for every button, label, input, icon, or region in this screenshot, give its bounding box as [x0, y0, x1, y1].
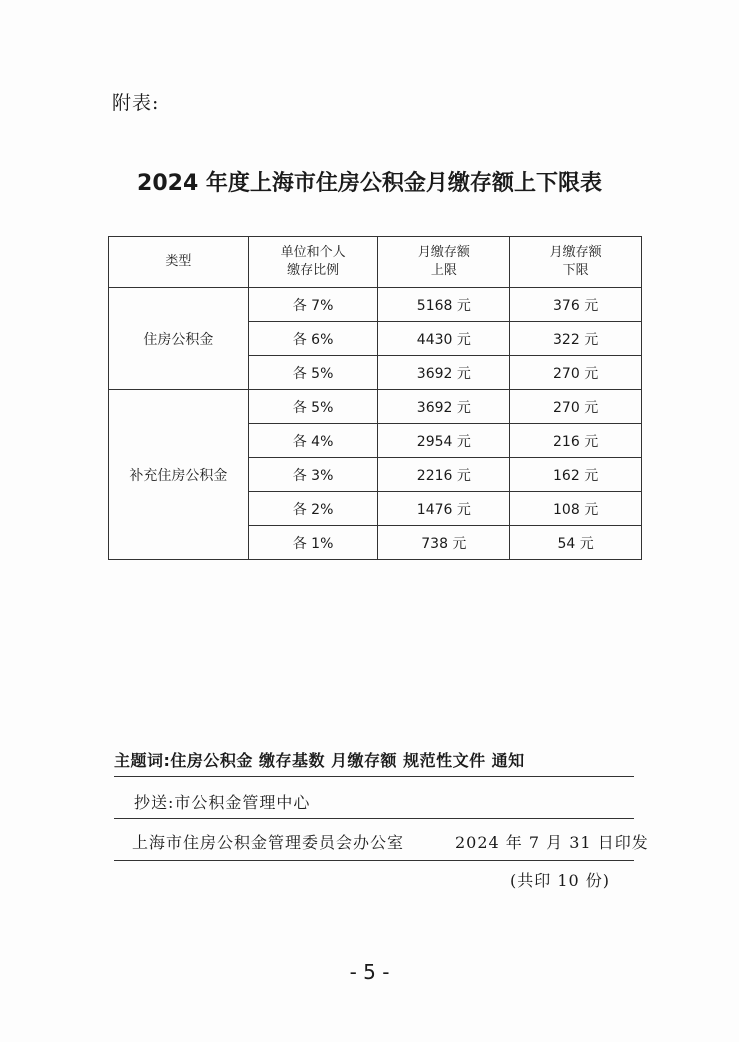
ratio-cell: 各 4% — [248, 424, 378, 458]
lower-cell: 322 元 — [510, 322, 642, 356]
copies-count: (共印 10 份) — [510, 871, 611, 890]
document-title: 2024 年度上海市住房公积金月缴存额上下限表 — [137, 171, 602, 196]
issue-date: 2024 年 7 月 31 日印发 — [455, 833, 649, 852]
type-cell: 补充住房公积金 — [109, 390, 249, 560]
page-number: - 5 - — [349, 960, 390, 984]
lower-cell: 54 元 — [510, 526, 642, 560]
upper-cell: 1476 元 — [378, 492, 510, 526]
lower-cell: 376 元 — [510, 288, 642, 322]
ratio-cell: 各 1% — [248, 526, 378, 560]
appendix-label: 附表: — [112, 92, 160, 114]
ratio-cell: 各 6% — [248, 322, 378, 356]
lower-cell: 270 元 — [510, 356, 642, 390]
ratio-cell: 各 2% — [248, 492, 378, 526]
upper-cell: 5168 元 — [378, 288, 510, 322]
lower-cell: 162 元 — [510, 458, 642, 492]
cc-line: 抄送:市公积金管理中心 — [134, 793, 311, 812]
table-header-row — [109, 237, 642, 288]
upper-cell: 4430 元 — [378, 322, 510, 356]
table-row — [109, 390, 642, 424]
lower-cell: 270 元 — [510, 390, 642, 424]
header-type: 类型 — [109, 237, 249, 288]
divider — [114, 776, 634, 777]
type-cell: 住房公积金 — [109, 288, 249, 390]
upper-cell: 2216 元 — [378, 458, 510, 492]
issuer: 上海市住房公积金管理委员会办公室 — [132, 833, 405, 852]
header-lower: 月缴存额 下限 — [510, 237, 642, 288]
divider — [114, 818, 634, 819]
header-upper: 月缴存额 上限 — [378, 237, 510, 288]
divider — [114, 860, 634, 861]
subject-keywords: 主题词:住房公积金 缴存基数 月缴存额 规范性文件 通知 — [114, 751, 525, 770]
table-row — [109, 288, 642, 322]
upper-cell: 3692 元 — [378, 390, 510, 424]
upper-cell: 3692 元 — [378, 356, 510, 390]
header-ratio: 单位和个人 缴存比例 — [248, 237, 378, 288]
contribution-limits-table — [108, 236, 642, 560]
upper-cell: 738 元 — [378, 526, 510, 560]
lower-cell: 108 元 — [510, 492, 642, 526]
ratio-cell: 各 3% — [248, 458, 378, 492]
lower-cell: 216 元 — [510, 424, 642, 458]
upper-cell: 2954 元 — [378, 424, 510, 458]
ratio-cell: 各 7% — [248, 288, 378, 322]
ratio-cell: 各 5% — [248, 390, 378, 424]
ratio-cell: 各 5% — [248, 356, 378, 390]
